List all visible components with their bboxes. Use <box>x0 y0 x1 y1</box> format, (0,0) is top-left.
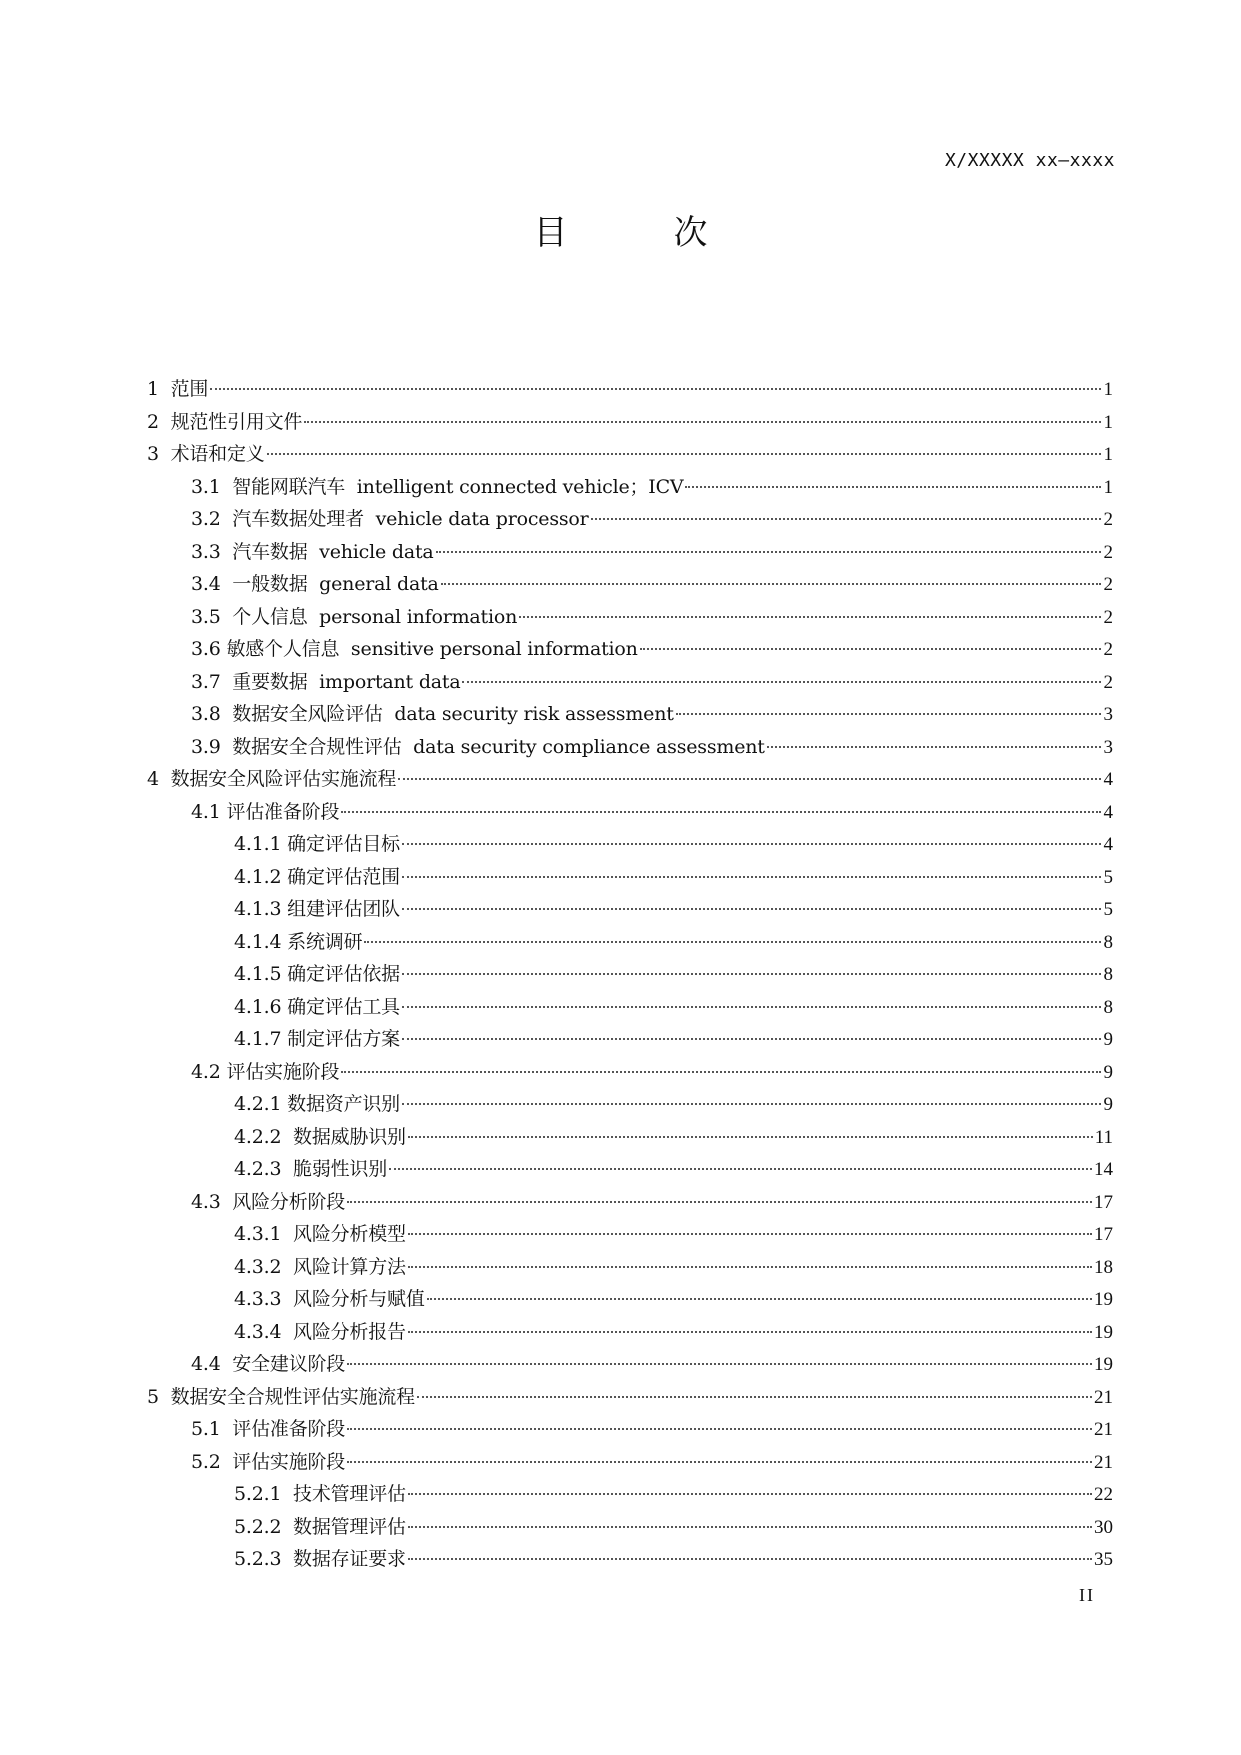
toc-entry-label: 3.9 数据安全合规性评估 data security compliance assessment <box>191 735 765 758</box>
toc-entry-label: 3.6 敏感个人信息 sensitive personal information <box>191 638 638 660</box>
dot-leader <box>436 551 1101 553</box>
toc-entry-page: 19 <box>1094 1354 1113 1375</box>
toc-entry-page: 2 <box>1103 541 1113 563</box>
dot-leader <box>417 1396 1092 1398</box>
toc-entry-page: 2 <box>1103 509 1113 530</box>
dot-leader <box>408 1331 1092 1333</box>
toc-entry-page: 22 <box>1094 1484 1113 1505</box>
toc-entry[interactable] <box>147 828 1113 861</box>
dot-leader <box>304 421 1101 423</box>
toc-entry[interactable] <box>147 1478 1113 1511</box>
toc-entry-page: 14 <box>1094 1159 1113 1180</box>
dot-leader <box>685 486 1101 488</box>
toc-entry-page: 4 <box>1103 801 1113 823</box>
toc-entry[interactable] <box>147 731 1113 764</box>
toc-entry[interactable] <box>147 1348 1113 1381</box>
toc-entry-page: 9 <box>1103 1061 1113 1083</box>
toc-entry[interactable] <box>147 893 1113 926</box>
toc-entry-page: 8 <box>1103 931 1113 953</box>
document-id: X/XXXXX xx—xxxx <box>944 150 1115 171</box>
toc-entry[interactable] <box>147 991 1113 1024</box>
toc-entry-page: 19 <box>1094 1321 1113 1343</box>
toc-entry-label: 4.1.1 确定评估目标 <box>234 833 400 855</box>
toc-entry[interactable] <box>147 568 1113 601</box>
toc-entry-label: 4.2.1 数据资产识别 <box>234 1093 400 1115</box>
toc-entry-page: 18 <box>1094 1256 1113 1278</box>
toc-entry-page: 4 <box>1103 834 1113 855</box>
dot-leader <box>347 1363 1092 1365</box>
toc-entry-label: 4.1.3 组建评估团队 <box>234 898 400 920</box>
dot-leader <box>408 1493 1092 1495</box>
toc-entry-label: 4.4 安全建议阶段 <box>191 1353 346 1375</box>
toc-entry[interactable] <box>147 1121 1113 1154</box>
dot-leader <box>210 388 1101 390</box>
toc-entry-label: 4.1 评估准备阶段 <box>191 800 340 823</box>
dot-leader <box>591 518 1101 520</box>
dot-leader <box>462 681 1101 683</box>
toc-entry[interactable] <box>147 1381 1113 1414</box>
toc-entry-page: 8 <box>1103 964 1113 985</box>
toc-entry[interactable] <box>147 1316 1113 1349</box>
toc-entry-page: 21 <box>1094 1419 1113 1440</box>
toc-entry-page: 8 <box>1103 996 1113 1018</box>
toc-entry-page: 2 <box>1103 671 1113 693</box>
toc-entry-label: 3.4 一般数据 general data <box>191 573 439 595</box>
dot-leader <box>408 1526 1092 1528</box>
dot-leader <box>402 876 1101 878</box>
toc-entry[interactable] <box>147 503 1113 536</box>
toc-entry-label: 4 数据安全风险评估实施流程 <box>147 768 397 790</box>
page-number: II <box>1079 1585 1095 1605</box>
toc-entry-label: 5.2.3 数据存证要求 <box>234 1548 406 1570</box>
toc-entry-label: 3.8 数据安全风险评估 data security risk assessment <box>191 703 674 725</box>
toc-entry-page: 17 <box>1094 1191 1113 1213</box>
dot-leader <box>767 746 1101 748</box>
dot-leader <box>427 1298 1092 1300</box>
dot-leader <box>408 1558 1092 1560</box>
toc-entry[interactable] <box>147 438 1113 471</box>
toc-entry[interactable] <box>147 471 1113 504</box>
toc-entry[interactable] <box>147 796 1113 829</box>
toc-entry-page: 19 <box>1094 1289 1113 1310</box>
dot-leader <box>267 453 1101 455</box>
toc-entry-page: 1 <box>1103 444 1113 465</box>
page-title: 目 次 <box>533 213 744 253</box>
dot-leader <box>402 1038 1101 1040</box>
toc-entry-label: 4.3.1 风险分析模型 <box>234 1223 406 1245</box>
toc-entry-page: 21 <box>1094 1451 1113 1473</box>
dot-leader <box>408 1136 1093 1138</box>
toc-entry-page: 1 <box>1103 411 1113 433</box>
toc-entry[interactable] <box>147 1218 1113 1251</box>
toc-entry-page: 4 <box>1103 769 1113 790</box>
toc-entry[interactable] <box>147 1446 1113 1479</box>
dot-leader <box>402 843 1101 845</box>
toc-entry[interactable] <box>147 666 1113 699</box>
toc-entry-page: 1 <box>1103 476 1113 498</box>
toc-entry-page: 17 <box>1094 1224 1113 1245</box>
toc-entry-label: 1 范围 <box>147 378 209 400</box>
toc-entry-page: 11 <box>1094 1126 1113 1148</box>
toc-entry-page: 2 <box>1103 606 1113 628</box>
dot-leader <box>347 1201 1092 1203</box>
toc-entry[interactable] <box>147 698 1113 731</box>
toc-entry[interactable] <box>147 1413 1113 1446</box>
dot-leader <box>402 1006 1101 1008</box>
table-of-contents <box>147 373 1113 1576</box>
toc-entry-label: 4.3.2 风险计算方法 <box>234 1255 406 1278</box>
toc-entry-label: 5.1 评估准备阶段 <box>191 1418 346 1440</box>
toc-entry-page: 9 <box>1103 1094 1113 1115</box>
toc-entry[interactable] <box>147 601 1113 634</box>
dot-leader <box>341 811 1101 813</box>
dot-leader <box>364 941 1101 943</box>
toc-entry-label: 4.3.4 风险分析报告 <box>234 1320 406 1343</box>
toc-entry[interactable] <box>147 1088 1113 1121</box>
toc-entry[interactable] <box>147 1511 1113 1544</box>
toc-entry[interactable] <box>147 763 1113 796</box>
toc-entry-label: 2 规范性引用文件 <box>147 410 303 433</box>
dot-leader <box>441 583 1101 585</box>
toc-entry-label: 4.1.7 制定评估方案 <box>234 1028 400 1050</box>
dot-leader <box>398 778 1101 780</box>
dot-leader <box>402 908 1101 910</box>
toc-entry[interactable] <box>147 1153 1113 1186</box>
toc-entry-label: 5.2.2 数据管理评估 <box>234 1515 406 1538</box>
toc-entry[interactable] <box>147 1543 1113 1576</box>
toc-entry-page: 35 <box>1094 1549 1113 1570</box>
dot-leader <box>408 1266 1092 1268</box>
toc-entry-label: 4.2.2 数据威胁识别 <box>234 1125 406 1148</box>
toc-entry-page: 9 <box>1103 1029 1113 1050</box>
dot-leader <box>519 616 1101 618</box>
toc-entry-page: 2 <box>1103 639 1113 660</box>
toc-entry[interactable] <box>147 536 1113 569</box>
dot-leader <box>347 1428 1092 1430</box>
toc-entry-page: 5 <box>1103 899 1113 920</box>
toc-entry-label: 4.3 风险分析阶段 <box>191 1190 346 1213</box>
toc-entry-label: 4.1.4 系统调研 <box>234 930 363 953</box>
toc-entry-label: 4.1.5 确定评估依据 <box>234 963 400 985</box>
toc-entry-page: 1 <box>1103 379 1113 400</box>
toc-entry-page: 21 <box>1094 1386 1113 1408</box>
toc-entry[interactable] <box>147 861 1113 894</box>
toc-entry[interactable] <box>147 926 1113 959</box>
toc-entry[interactable] <box>147 1251 1113 1284</box>
toc-entry-label: 3.1 智能网联汽车 intelligent connected vehicle；ICV <box>191 475 684 498</box>
toc-entry[interactable] <box>147 1056 1113 1089</box>
toc-entry-page: 3 <box>1103 704 1113 725</box>
toc-entry-label: 3.7 重要数据 important data <box>191 670 461 693</box>
toc-entry[interactable] <box>147 958 1113 991</box>
toc-entry-page: 2 <box>1103 574 1113 595</box>
toc-entry[interactable] <box>147 1023 1113 1056</box>
dot-leader <box>347 1461 1092 1463</box>
dot-leader <box>402 973 1101 975</box>
toc-entry[interactable] <box>147 633 1113 666</box>
toc-entry[interactable] <box>147 1283 1113 1316</box>
toc-entry-label: 4.2.3 脆弱性识别 <box>234 1158 388 1180</box>
toc-entry-label: 4.3.3 风险分析与赋值 <box>234 1288 425 1310</box>
dot-leader <box>640 648 1101 650</box>
toc-entry[interactable] <box>147 406 1113 439</box>
toc-entry-page: 5 <box>1103 866 1113 888</box>
toc-entry-label: 5.2 评估实施阶段 <box>191 1450 346 1473</box>
toc-entry[interactable] <box>147 373 1113 406</box>
toc-entry-label: 3 术语和定义 <box>147 443 265 465</box>
toc-entry-label: 5.2.1 技术管理评估 <box>234 1483 406 1505</box>
toc-entry-label: 4.1.2 确定评估范围 <box>234 865 400 888</box>
dot-leader <box>402 1103 1101 1105</box>
toc-entry-label: 3.5 个人信息 personal information <box>191 605 518 628</box>
dot-leader <box>408 1233 1092 1235</box>
toc-entry-label: 4.2 评估实施阶段 <box>191 1060 340 1083</box>
toc-entry-label: 3.2 汽车数据处理者 vehicle data processor <box>191 508 589 530</box>
dot-leader <box>341 1071 1101 1073</box>
toc-entry-label: 4.1.6 确定评估工具 <box>234 995 400 1018</box>
dot-leader <box>389 1168 1092 1170</box>
toc-entry-label: 5 数据安全合规性评估实施流程 <box>147 1385 415 1408</box>
toc-entry-label: 3.3 汽车数据 vehicle data <box>191 540 434 563</box>
dot-leader <box>676 713 1101 715</box>
toc-entry-page: 3 <box>1103 736 1113 758</box>
toc-entry[interactable] <box>147 1186 1113 1219</box>
toc-entry-page: 30 <box>1094 1516 1113 1538</box>
